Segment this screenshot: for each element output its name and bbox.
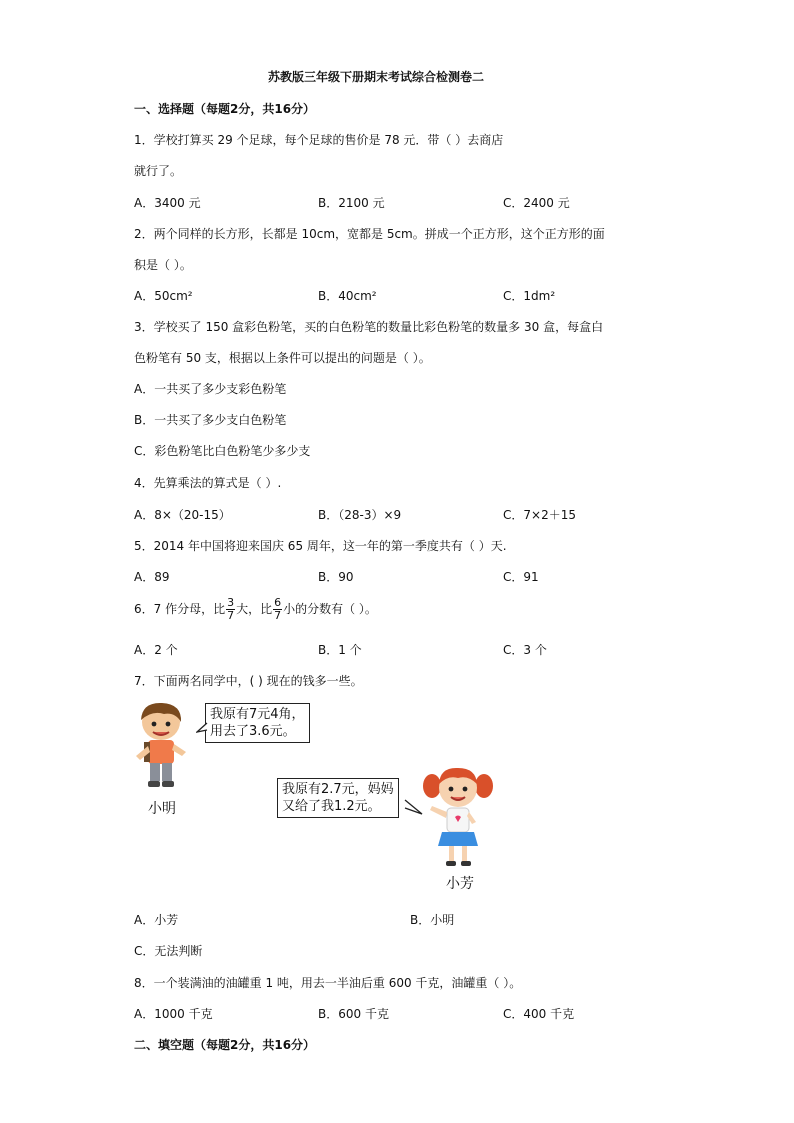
fraction-2-numerator: 6 xyxy=(274,596,282,609)
question-5-option-a: A．89 xyxy=(134,570,170,584)
question-2-option-a: A．50cm² xyxy=(134,289,193,303)
question-4-line-1: 4．先算乘法的算式是（ ）. xyxy=(134,476,282,490)
question-1-line-1: 1．学校打算买 29 个足球，每个足球的售价是 78 元．带（ ）去商店 xyxy=(134,133,504,147)
name-xiaoming: 小明 xyxy=(148,801,176,817)
question-7-option-c: C．无法判断 xyxy=(134,944,203,958)
bubble-1-line-1: 我原有7元4角， xyxy=(210,707,305,722)
question-3-line-2: 色粉笔有 50 支，根据以上条件可以提出的问题是（ ）。 xyxy=(134,351,431,365)
question-1-option-b: B．2100 元 xyxy=(318,196,385,210)
question-3-line-1: 3．学校买了 150 盒彩色粉笔，买的白色粉笔的数量比彩色粉笔的数量多 30 盒，每盒白 xyxy=(134,320,604,334)
fraction-6-7 xyxy=(273,597,282,622)
question-1-line-2: 就行了。 xyxy=(134,164,183,178)
name-xiaofang: 小芳 xyxy=(446,876,474,892)
question-3-option-c: C．彩色粉笔比白色粉笔少多少支 xyxy=(134,444,311,458)
fraction-2-denominator: 7 xyxy=(274,609,282,622)
question-8-option-b: B．600 千克 xyxy=(318,1007,389,1021)
question-1-option-a: A．3400 元 xyxy=(134,196,201,210)
fraction-1-numerator: 3 xyxy=(227,596,235,609)
fraction-1-denominator: 7 xyxy=(227,609,235,622)
question-4-option-a: A．8×（20-15） xyxy=(134,508,231,522)
question-5-line-1: 5．2014 年中国将迎来国庆 65 周年，这一年的第一季度共有（ ）天. xyxy=(134,539,507,553)
bubble-1-line-2: 用去了3.6元。 xyxy=(210,724,296,739)
question-4-option-c: C．7×2＋15 xyxy=(503,508,576,522)
girl-illustration xyxy=(418,762,498,872)
question-6-option-b: B．1 个 xyxy=(318,643,362,657)
boy-illustration xyxy=(128,700,198,795)
question-4-option-b: B．（28-3）×9 xyxy=(318,508,402,522)
question-3-option-b: B．一共买了多少支白色粉笔 xyxy=(134,413,287,427)
question-6-line-1 xyxy=(134,595,377,623)
question-2-option-c: C．1dm² xyxy=(503,289,556,303)
question-7-option-b: B．小明 xyxy=(410,913,455,927)
question-6-option-c: C．3 个 xyxy=(503,643,547,657)
question-6-prefix: 6．7 作分母，比 xyxy=(134,602,226,616)
section-2-heading: 二、填空题（每题2分，共16分） xyxy=(134,1038,316,1052)
question-8-option-a: A．1000 千克 xyxy=(134,1007,213,1021)
fraction-3-7 xyxy=(226,597,235,622)
question-6-mid: 大，比 xyxy=(236,602,273,616)
section-1-heading: 一、选择题（每题2分，共16分） xyxy=(134,102,316,116)
page-title: 苏教版三年级下册期末考试综合检测卷二 xyxy=(268,70,485,84)
question-2-line-1: 2．两个同样的长方形，长都是 10cm，宽都是 5cm。拼成一个正方形，这个正方形的面 xyxy=(134,227,605,241)
bubble-2-line-2: 又给了我1.2元。 xyxy=(282,799,381,814)
bubble-1-tail xyxy=(196,722,210,736)
question-3-option-a: A．一共买了多少支彩色粉笔 xyxy=(134,382,287,396)
bubble-2-line-1: 我原有2.7元，妈妈 xyxy=(282,782,394,797)
question-8-line-1: 8．一个装满油的油罐重 1 吨，用去一半油后重 600 千克，油罐重（ ）。 xyxy=(134,976,522,990)
question-2-option-b: B．40cm² xyxy=(318,289,377,303)
question-7-line-1: 7．下面两名同学中，( ) 现在的钱多一些。 xyxy=(134,674,363,688)
question-7-option-a: A．小芳 xyxy=(134,913,179,927)
question-8-option-c: C．400 千克 xyxy=(503,1007,575,1021)
question-5-option-c: C．91 xyxy=(503,570,539,584)
question-1-option-c: C．2400 元 xyxy=(503,196,570,210)
question-6-suffix: 小的分数有（ ）。 xyxy=(283,602,377,616)
question-2-line-2: 积是（ ）。 xyxy=(134,258,192,272)
speech-bubble-xiaoming xyxy=(205,703,310,743)
speech-bubble-xiaofang xyxy=(277,778,399,818)
question-5-option-b: B．90 xyxy=(318,570,354,584)
question-6-option-a: A．2 个 xyxy=(134,643,178,657)
